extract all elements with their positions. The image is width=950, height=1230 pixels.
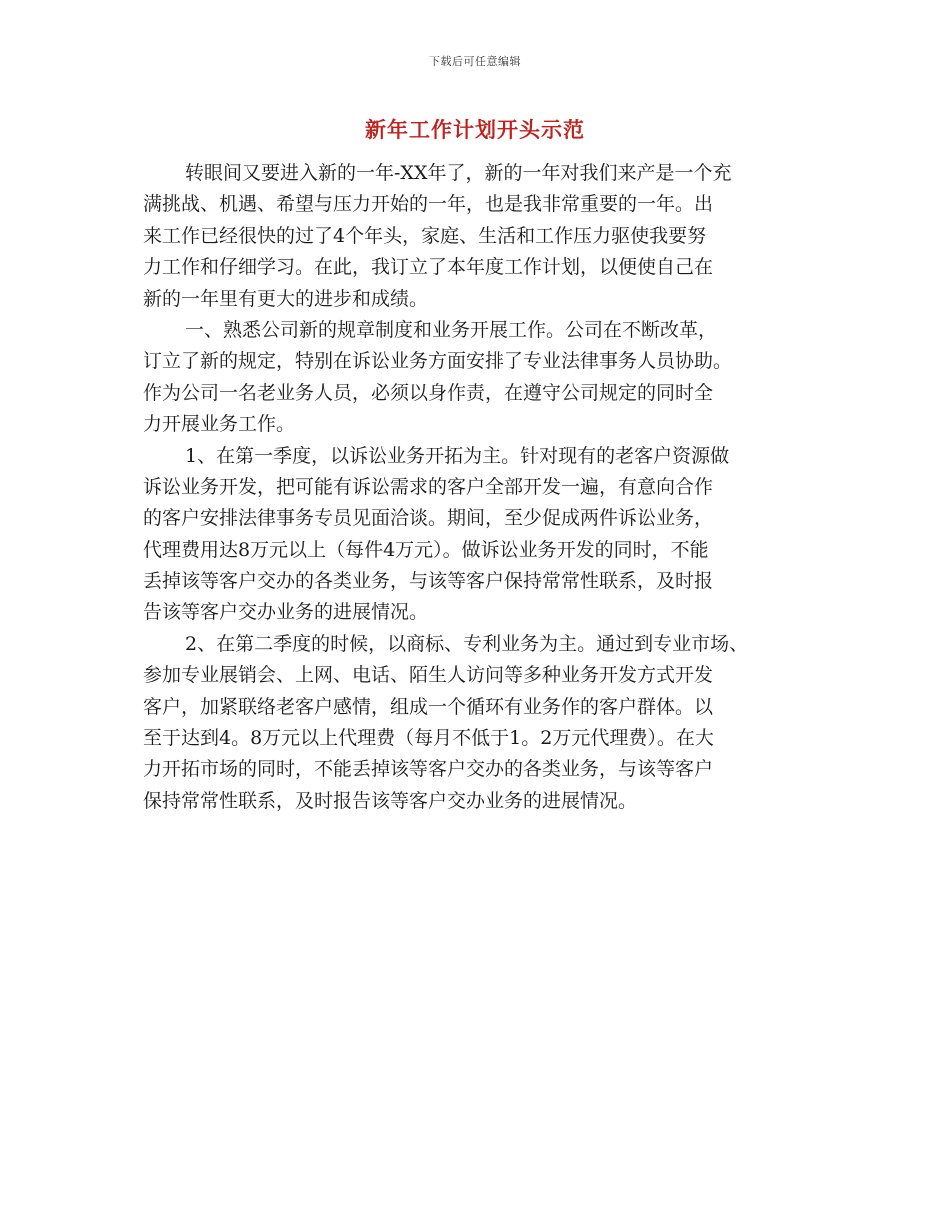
page-header: 下载后可任意编辑 [429,55,521,68]
text-line: 1、在第一季度，以诉讼业务开拓为主。针对现有的老客户资源做 [185,444,730,467]
paragraph-section-one [143,315,813,441]
paragraph-quarter-one [143,441,813,629]
text-line: 一、熟悉公司新的规章制度和业务开展工作。公司在不断改革， [185,318,718,341]
text-line: 力开拓市场的同时，不能丢掉该等客户交办的各类业务，与该等客户 [143,758,714,781]
text-line: 客户，加紧联络老客户感情，组成一个循环有业务作的客户群体。以 [143,695,714,718]
text-line: 力工作和仔细学习。在此，我订立了本年度工作计划，以便使自己在 [143,256,714,279]
paragraph-quarter-two [143,629,813,817]
text-line: 满挑战、机遇、希望与压力开始的一年，也是我非常重要的一年。出 [143,193,714,216]
text-line: 告该等客户交办业务的进展情况。 [143,601,429,624]
text-line: 丢掉该等客户交办的各类业务，与该等客户保持常常性联系，及时报 [143,570,714,593]
text-line: 转眼间又要进入新的一年-XX年了，新的一年对我们来产是一个充 [185,162,732,184]
text-line: 参加专业展销会、上网、电话、陌生人访问等多种业务开发方式开发 [143,664,714,687]
text-line: 作为公司一名老业务人员，必须以身作责，在遵守公司规定的同时全 [143,381,714,404]
document-body [143,158,813,817]
text-line: 新的一年里有更大的进步和成绩。 [143,287,429,310]
text-line: 至于达到4。8万元以上代理费（每月不低于1。2万元代理费）。在大 [143,727,714,750]
text-line: 2、在第二季度的时候，以商标、专利业务为主。通过到专业市场、 [185,632,749,655]
text-line: 保持常常性联系，及时报告该等客户交办业务的进展情况。 [143,789,638,812]
text-line: 订立了新的规定，特别在诉讼业务方面安排了专业法律事务人员协助。 [143,350,733,373]
text-line: 的客户安排法律事务专员见面洽谈。期间，至少促成两件诉讼业务， [143,507,714,530]
text-line: 力开展业务工作。 [143,413,296,436]
text-line: 代理费用达8万元以上（每件4万元）。做诉讼业务开发的同时，不能 [143,538,709,561]
document-title: 新年工作计划开头示范 [365,117,585,142]
paragraph-intro [143,158,813,315]
text-line: 来工作已经很快的过了4个年头，家庭、生活和工作压力驱使我要努 [143,224,707,247]
text-line: 诉讼业务开发，把可能有诉讼需求的客户全部开发一遍，有意向合作 [143,475,714,498]
